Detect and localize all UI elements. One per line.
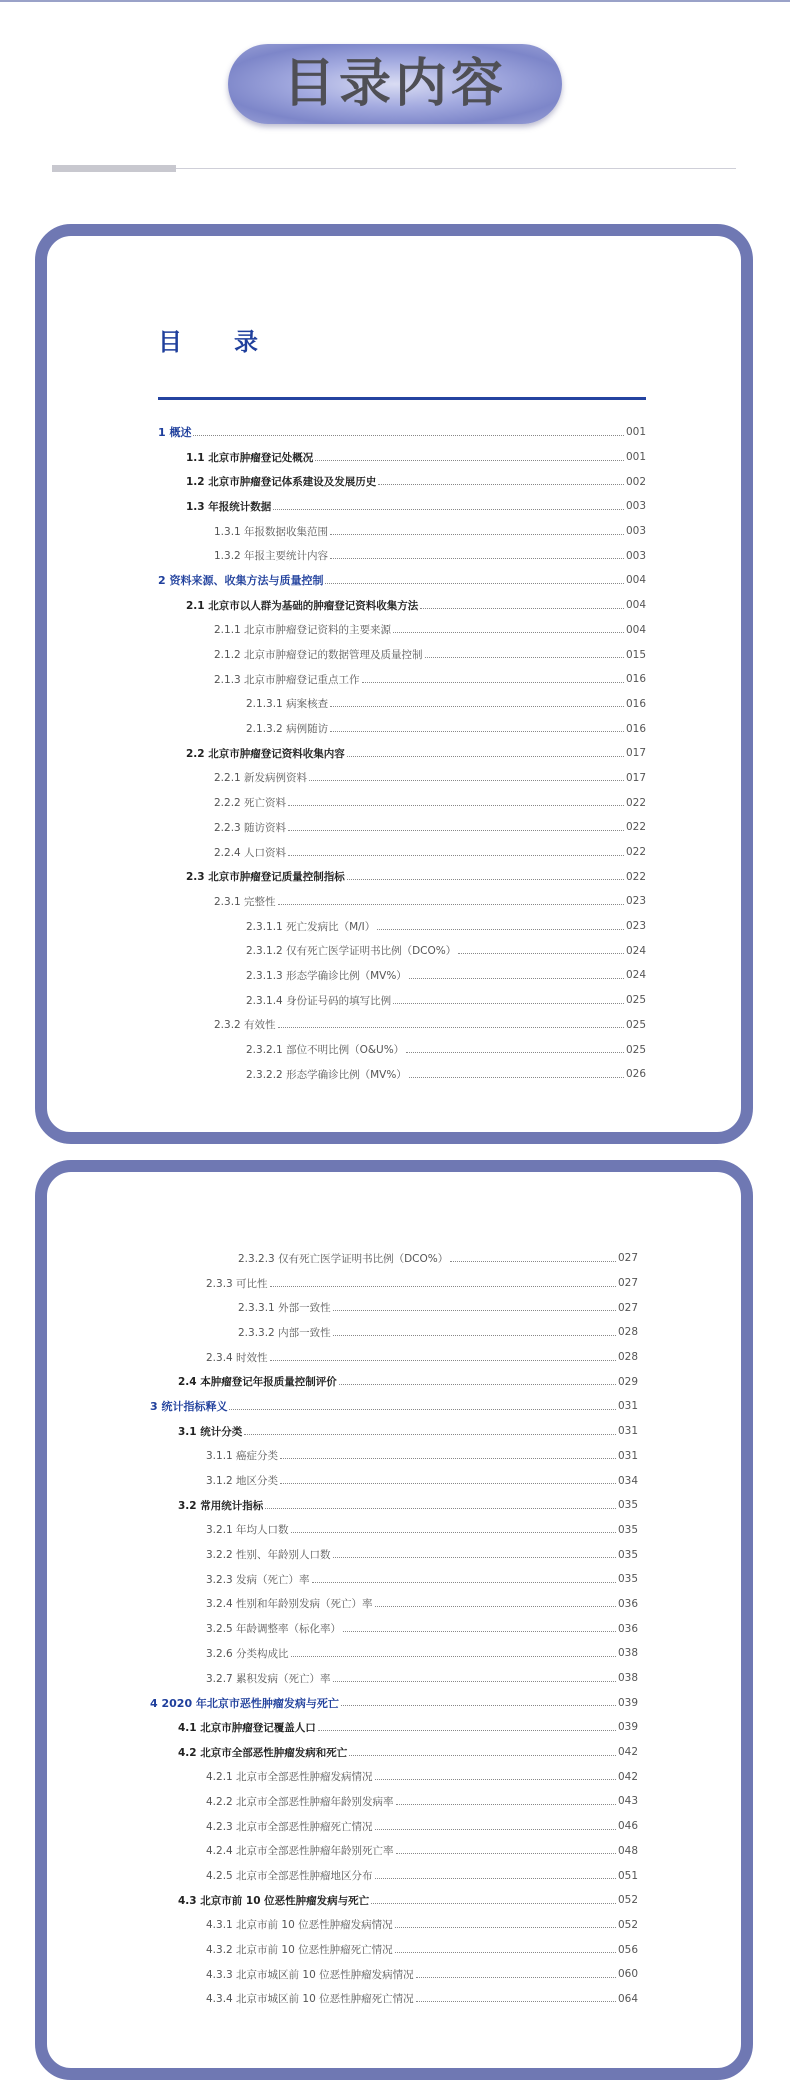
- toc-entry-label: 4.1 北京市肿瘤登记覆盖人口: [178, 1721, 316, 1734]
- toc-entry[interactable]: [158, 667, 646, 692]
- toc-entry-page: 036: [617, 1597, 638, 1610]
- toc-entry[interactable]: [150, 1444, 638, 1469]
- toc-entry[interactable]: [158, 741, 646, 766]
- toc-entry-label: 2.4 本肿瘤登记年报质量控制评价: [178, 1376, 337, 1389]
- toc-leader-dots: [330, 731, 624, 732]
- toc-leader-dots: [393, 632, 624, 633]
- toc-leader-dots: [288, 855, 624, 856]
- toc-entry-page: 025: [625, 1043, 646, 1056]
- toc-entry-page: 022: [625, 870, 646, 883]
- toc-entry[interactable]: [150, 1320, 638, 1345]
- toc-entry-label: 2.3 北京市肿瘤登记质量控制指标: [186, 871, 345, 884]
- toc-entry-page: 038: [617, 1647, 638, 1660]
- toc-entry-label: 3.2 常用统计指标: [178, 1499, 264, 1512]
- toc-entry-label: 3.2.1 年均人口数: [206, 1524, 289, 1537]
- toc-entry-label: 4.3 北京市前 10 位恶性肿瘤发病与死亡: [178, 1894, 370, 1907]
- toc-entry-label: 1.2 北京市肿瘤登记体系建设及发展历史: [186, 476, 377, 489]
- toc-entry-label: 2.3.1.3 形态学确诊比例（MV%）: [246, 969, 407, 982]
- toc-leader-dots: [312, 1582, 616, 1583]
- toc-entry-page: 035: [617, 1523, 638, 1536]
- toc-leader-dots: [362, 682, 624, 683]
- toc-entry-page: 024: [625, 944, 646, 957]
- toc-entry[interactable]: [158, 914, 646, 939]
- toc-entry[interactable]: [158, 494, 646, 519]
- toc-entry-page: 052: [617, 1894, 638, 1907]
- toc-entry[interactable]: [158, 469, 646, 494]
- toc-entry-page: 017: [625, 771, 646, 784]
- toc-entry[interactable]: [158, 420, 646, 445]
- toc-entry-page: 024: [625, 969, 646, 982]
- toc-entry-page: 025: [625, 1018, 646, 1031]
- toc-entry-page: 027: [617, 1301, 638, 1314]
- toc-entry-label: 2.1 北京市以人群为基础的肿瘤登记资料收集方法: [186, 599, 419, 612]
- toc-entry[interactable]: [150, 1616, 638, 1641]
- toc-entry[interactable]: [150, 1271, 638, 1296]
- banner-title: 目录内容: [282, 54, 507, 114]
- toc-entry-page: 035: [617, 1548, 638, 1561]
- toc-leader-dots: [458, 953, 624, 954]
- toc-leader-dots: [278, 1027, 624, 1028]
- toc-entry-label: 2.1.1 北京市肿瘤登记资料的主要来源: [214, 624, 392, 637]
- toc-leader-dots: [378, 484, 624, 485]
- toc-leader-dots: [396, 1804, 616, 1805]
- toc-entry-label: 3.2.3 发病（死亡）率: [206, 1573, 310, 1586]
- toc-entry[interactable]: [158, 568, 646, 593]
- toc-leader-dots: [270, 1286, 616, 1287]
- toc-entry-page: 056: [617, 1943, 638, 1956]
- toc-entry-label: 2.3.3.2 内部一致性: [238, 1326, 331, 1339]
- toc-entry-label: 3.2.2 性别、年龄别人口数: [206, 1549, 331, 1562]
- toc-leader-dots: [330, 558, 624, 559]
- toc-entry[interactable]: [158, 593, 646, 618]
- toc-entry-label: 3.1.2 地区分类: [206, 1475, 279, 1488]
- toc-entry[interactable]: [150, 1690, 638, 1715]
- toc-entry[interactable]: [150, 1493, 638, 1518]
- toc-leader-dots: [288, 830, 624, 831]
- toc-entry[interactable]: [150, 1913, 638, 1938]
- toc-entry-label: 2.2.4 人口资料: [214, 846, 287, 859]
- toc-leader-dots: [395, 1952, 616, 1953]
- toc-leader-dots: [450, 1261, 616, 1262]
- toc-entry[interactable]: [150, 1740, 638, 1765]
- toc-leader-dots: [333, 1335, 616, 1336]
- toc-leader-dots: [416, 2001, 616, 2002]
- toc-leader-dots: [333, 1681, 616, 1682]
- toc-leader-dots: [280, 1458, 616, 1459]
- toc-entry[interactable]: [150, 1369, 638, 1394]
- toc-entry-page: 038: [617, 1672, 638, 1685]
- toc-entry-label: 1.1 北京市肿瘤登记处概况: [186, 451, 314, 464]
- toc-leader-dots: [375, 1606, 616, 1607]
- toc-entry-label: 4.2.5 北京市全部恶性肿瘤地区分布: [206, 1870, 373, 1883]
- toc-leader-dots: [375, 1878, 616, 1879]
- toc-entry[interactable]: [158, 543, 646, 568]
- toc-leader-dots: [409, 978, 624, 979]
- toc-entry-label: 4.3.4 北京市城区前 10 位恶性肿瘤死亡情况: [206, 1993, 414, 2006]
- toc-leader-dots: [420, 608, 624, 609]
- toc-entry-label: 4.3.2 北京市前 10 位恶性肿瘤死亡情况: [206, 1944, 393, 1957]
- toc-leader-dots: [396, 1853, 616, 1854]
- toc-entry[interactable]: [158, 963, 646, 988]
- toc-leader-dots: [341, 1705, 616, 1706]
- toc-entry-page: 022: [625, 821, 646, 834]
- toc-leader-dots: [309, 780, 624, 781]
- toc-leader-dots: [347, 756, 624, 757]
- toc-entry-label: 4.3.1 北京市前 10 位恶性肿瘤发病情况: [206, 1919, 393, 1932]
- toc-entry-page: 016: [625, 697, 646, 710]
- toc-leader-dots: [393, 1003, 624, 1004]
- toc-entry-label: 2.3.1 完整性: [214, 895, 276, 908]
- toc-entry-page: 046: [617, 1820, 638, 1833]
- toc-entry-page: 051: [617, 1869, 638, 1882]
- toc-leader-dots: [343, 1631, 616, 1632]
- toc-entry-page: 022: [625, 796, 646, 809]
- toc-entry-page: 022: [625, 846, 646, 859]
- toc-entry[interactable]: [150, 1518, 638, 1543]
- toc-leader-dots: [273, 509, 624, 510]
- toc-entry-page: 003: [625, 525, 646, 538]
- toc-entry[interactable]: [150, 1592, 638, 1617]
- toc-entry-page: 028: [617, 1326, 638, 1339]
- toc-entry-label: 2.3.2.3 仅有死亡医学证明书比例（DCO%）: [238, 1252, 449, 1265]
- toc-leader-dots: [280, 1483, 616, 1484]
- toc-entry[interactable]: [150, 1764, 638, 1789]
- toc-entry-page: 043: [617, 1795, 638, 1808]
- toc-entry-page: 028: [617, 1351, 638, 1364]
- toc-entry-label: 1 概述: [158, 426, 192, 440]
- toc-entry[interactable]: [150, 1888, 638, 1913]
- toc-entry[interactable]: [158, 692, 646, 717]
- toc-entry[interactable]: [150, 1542, 638, 1567]
- toc-entry[interactable]: [158, 642, 646, 667]
- toc-entry-label: 2.3.2.2 形态学确诊比例（MV%）: [246, 1068, 407, 1081]
- toc-leader-dots: [347, 879, 624, 880]
- toc-entry-page: 060: [617, 1968, 638, 1981]
- toc-leader-dots: [371, 1903, 616, 1904]
- toc-entry-label: 2 资料来源、收集方法与质量控制: [158, 574, 324, 588]
- toc-entry-label: 2.1.2 北京市肿瘤登记的数据管理及质量控制: [214, 649, 423, 662]
- toc-entry-page: 042: [617, 1770, 638, 1783]
- toc-entry-page: 027: [617, 1277, 638, 1290]
- toc-list-page-2: [150, 1246, 638, 2011]
- toc-entry-label: 1.3 年报统计数据: [186, 500, 272, 513]
- toc-entry-label: 3.1 统计分类: [178, 1425, 243, 1438]
- toc-entry-page: 027: [617, 1252, 638, 1265]
- toc-entry-label: 3.2.4 性别和年龄别发病（死亡）率: [206, 1598, 373, 1611]
- toc-entry-label: 4.2.1 北京市全部恶性肿瘤发病情况: [206, 1771, 373, 1784]
- toc-entry[interactable]: [158, 716, 646, 741]
- toc-entry-label: 3.2.7 累积发病（死亡）率: [206, 1672, 331, 1685]
- toc-entry-page: 039: [617, 1721, 638, 1734]
- toc-leader-dots: [318, 1730, 616, 1731]
- toc-entry-page: 036: [617, 1622, 638, 1635]
- toc-entry[interactable]: [150, 1345, 638, 1370]
- toc-entry[interactable]: [158, 618, 646, 643]
- toc-entry-page: 002: [625, 475, 646, 488]
- toc-entry-label: 2.3.1.2 仅有死亡医学证明书比例（DCO%）: [246, 945, 457, 958]
- toc-entry-page: 016: [625, 722, 646, 735]
- toc-entry[interactable]: [158, 445, 646, 470]
- toc-leader-dots: [265, 1508, 616, 1509]
- toc-entry-label: 2.3.3.1 外部一致性: [238, 1302, 331, 1315]
- toc-entry[interactable]: [158, 840, 646, 865]
- toc-leader-dots: [193, 435, 623, 436]
- toc-entry[interactable]: [150, 1937, 638, 1962]
- toc-entry[interactable]: [158, 519, 646, 544]
- toc-leader-dots: [333, 1557, 616, 1558]
- toc-entry-label: 2.1.3.1 病案核查: [246, 698, 329, 711]
- toc-leader-dots: [333, 1310, 616, 1311]
- toc-leader-dots: [339, 1384, 616, 1385]
- toc-entry[interactable]: [158, 938, 646, 963]
- toc-entry[interactable]: [150, 1419, 638, 1444]
- toc-entry-page: 015: [625, 648, 646, 661]
- toc-entry-page: 035: [617, 1499, 638, 1512]
- toc-entry-label: 2.1.3 北京市肿瘤登记重点工作: [214, 673, 360, 686]
- top-rule: [0, 0, 790, 2]
- toc-entry[interactable]: [150, 1567, 638, 1592]
- toc-leader-dots: [425, 657, 624, 658]
- toc-entry[interactable]: [158, 889, 646, 914]
- toc-leader-dots: [229, 1409, 615, 1410]
- toc-entry-label: 2.3.2.1 部位不明比例（O&U%）: [246, 1044, 405, 1057]
- toc-entry-label: 4.2.3 北京市全部恶性肿瘤死亡情况: [206, 1820, 373, 1833]
- toc-entry-label: 2.3.4 时效性: [206, 1351, 268, 1364]
- toc-entry-label: 4 2020 年北京市恶性肿瘤发病与死亡: [150, 1696, 339, 1710]
- toc-entry-label: 3.2.6 分类构成比: [206, 1647, 289, 1660]
- toc-entry-label: 4.2.2 北京市全部恶性肿瘤年龄别发病率: [206, 1795, 394, 1808]
- toc-entry-page: 052: [617, 1918, 638, 1931]
- toc-entry-label: 2.2 北京市肿瘤登记资料收集内容: [186, 747, 345, 760]
- toc-leader-dots: [330, 706, 624, 707]
- toc-leader-dots: [244, 1434, 616, 1435]
- toc-entry[interactable]: [150, 1468, 638, 1493]
- toc-entry-label: 2.2.1 新发病例资料: [214, 772, 308, 785]
- toc-entry[interactable]: [150, 1715, 638, 1740]
- toc-heading-rule: [158, 397, 646, 400]
- toc-entry[interactable]: [158, 1062, 646, 1087]
- toc-entry-label: 3.2.5 年龄调整率（标化率）: [206, 1623, 342, 1636]
- toc-entry-page: 064: [617, 1992, 638, 2005]
- toc-entry-label: 2.2.2 死亡资料: [214, 797, 287, 810]
- toc-entry[interactable]: [158, 766, 646, 791]
- toc-entry[interactable]: [150, 1394, 638, 1419]
- toc-leader-dots: [406, 1052, 624, 1053]
- toc-entry[interactable]: [150, 1666, 638, 1691]
- toc-entry[interactable]: [150, 1789, 638, 1814]
- toc-entry[interactable]: [150, 1246, 638, 1271]
- toc-leader-dots: [291, 1656, 616, 1657]
- toc-entry[interactable]: [150, 1962, 638, 1987]
- toc-leader-dots: [409, 1077, 624, 1078]
- toc-entry-page: 001: [625, 426, 646, 439]
- toc-entry-label: 2.3.3 可比性: [206, 1277, 268, 1290]
- toc-entry[interactable]: [158, 1013, 646, 1038]
- toc-entry-page: 035: [617, 1573, 638, 1586]
- toc-entry[interactable]: [158, 1037, 646, 1062]
- toc-leader-dots: [315, 460, 624, 461]
- toc-entry-page: 004: [625, 623, 646, 636]
- toc-entry[interactable]: [150, 1814, 638, 1839]
- title-banner: [228, 44, 562, 124]
- toc-leader-dots: [375, 1779, 616, 1780]
- toc-entry[interactable]: [158, 864, 646, 889]
- toc-entry-page: 042: [617, 1746, 638, 1759]
- toc-leader-dots: [395, 1927, 616, 1928]
- toc-entry-page: 004: [625, 599, 646, 612]
- toc-entry-label: 4.2.4 北京市全部恶性肿瘤年龄别死亡率: [206, 1845, 394, 1858]
- toc-entry-page: 048: [617, 1844, 638, 1857]
- toc-entry[interactable]: [158, 815, 646, 840]
- toc-entry-label: 3.1.1 癌症分类: [206, 1450, 279, 1463]
- toc-entry-page: 016: [625, 673, 646, 686]
- toc-entry-page: 004: [625, 574, 646, 587]
- toc-entry-label: 3 统计指标释义: [150, 1400, 228, 1414]
- toc-entry[interactable]: [158, 790, 646, 815]
- toc-list-page-1: [158, 420, 646, 1087]
- toc-entry-label: 1.3.2 年报主要统计内容: [214, 550, 329, 563]
- toc-entry-page: 017: [625, 747, 646, 760]
- divider-accent-bar: [52, 165, 176, 172]
- toc-entry-page: 031: [617, 1400, 638, 1413]
- toc-leader-dots: [278, 904, 624, 905]
- toc-leader-dots: [377, 929, 624, 930]
- toc-entry-label: 2.1.3.2 病例随访: [246, 723, 329, 736]
- toc-entry-page: 026: [625, 1068, 646, 1081]
- toc-leader-dots: [288, 805, 624, 806]
- toc-entry-page: 034: [617, 1474, 638, 1487]
- toc-entry-page: 003: [625, 549, 646, 562]
- toc-leader-dots: [270, 1360, 616, 1361]
- toc-entry[interactable]: [150, 1863, 638, 1888]
- toc-entry[interactable]: [158, 988, 646, 1013]
- toc-heading: 目 录: [158, 327, 272, 356]
- toc-entry[interactable]: [150, 1839, 638, 1864]
- toc-entry-label: 2.2.3 随访资料: [214, 821, 287, 834]
- toc-leader-dots: [375, 1829, 616, 1830]
- toc-entry-label: 4.2 北京市全部恶性肿瘤发病和死亡: [178, 1746, 348, 1759]
- toc-entry-label: 2.3.1.1 死亡发病比（M/I）: [246, 920, 376, 933]
- toc-entry-page: 029: [617, 1375, 638, 1388]
- toc-entry-page: 039: [617, 1696, 638, 1709]
- toc-entry-page: 031: [617, 1425, 638, 1438]
- toc-leader-dots: [416, 1977, 616, 1978]
- toc-leader-dots: [325, 583, 623, 584]
- toc-leader-dots: [330, 534, 624, 535]
- toc-entry-page: 031: [617, 1449, 638, 1462]
- toc-entry-label: 4.3.3 北京市城区前 10 位恶性肿瘤发病情况: [206, 1968, 414, 1981]
- toc-entry-page: 003: [625, 500, 646, 513]
- toc-entry-label: 2.3.1.4 身份证号码的填写比例: [246, 994, 392, 1007]
- toc-entry-label: 1.3.1 年报数据收集范围: [214, 525, 329, 538]
- toc-leader-dots: [349, 1755, 616, 1756]
- toc-entry-label: 2.3.2 有效性: [214, 1019, 276, 1032]
- toc-entry-page: 001: [625, 451, 646, 464]
- toc-entry[interactable]: [150, 1295, 638, 1320]
- toc-entry[interactable]: [150, 1641, 638, 1666]
- toc-entry[interactable]: [150, 1987, 638, 2012]
- toc-entry-page: 023: [625, 895, 646, 908]
- toc-entry-page: 023: [625, 920, 646, 933]
- toc-entry-page: 025: [625, 994, 646, 1007]
- toc-leader-dots: [291, 1532, 616, 1533]
